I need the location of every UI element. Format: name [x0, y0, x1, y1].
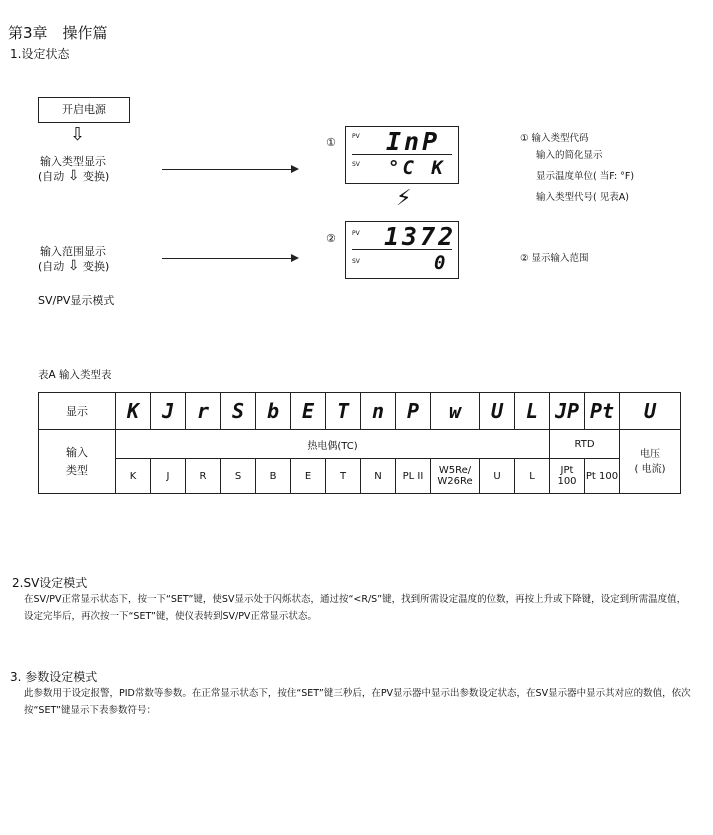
circle-1: ①: [326, 136, 336, 149]
divider: [352, 154, 452, 155]
seg-cell: w: [431, 393, 480, 430]
sv-label: SV: [352, 161, 360, 168]
sv-value: °C K: [388, 157, 446, 179]
seg-cell: K: [116, 393, 151, 430]
section-1-title: 1.设定状态: [10, 47, 70, 61]
lightning-arrow-icon: ⚡: [396, 186, 412, 211]
pv-value: 1372: [384, 222, 457, 251]
lcd-display-1: [345, 126, 459, 184]
type-cell: E: [291, 459, 326, 494]
sv-value: 0: [434, 252, 449, 274]
tc-group-header: 热电偶(TC): [116, 430, 550, 459]
section-3-text: 此参数用于设定报警，PID常数等参数。在正常显示状态下，按住“SET”键三秒后，在PV显示器中显示出参数设定状态，在SV显示器中显示其对应的数值，依次按“SET”键显示下表参数符号：: [24, 688, 691, 716]
display-label: 显示: [39, 393, 116, 430]
chapter-title: 第3章 操作篇: [8, 24, 108, 42]
rtd-group-header: RTD: [550, 430, 620, 459]
pv-value: InP: [386, 127, 441, 156]
circle-2: ②: [326, 232, 336, 245]
seg-cell: P: [396, 393, 431, 430]
type-cell: B: [256, 459, 291, 494]
section-3-title: 3. 参数设定模式: [10, 670, 98, 684]
input-type-table: [38, 392, 681, 494]
down-arrow-icon: ⇩: [67, 258, 80, 274]
divider: [352, 249, 452, 250]
table-title: 表A 输入类型表: [38, 369, 112, 381]
lcd-display-2: [345, 221, 459, 279]
switch-text: 变换): [83, 260, 110, 273]
type-cell: U: [480, 459, 515, 494]
type-cell: PL II: [396, 459, 431, 494]
input-type-label: [39, 430, 116, 494]
type-cell: N: [361, 459, 396, 494]
auto-text: (自动: [38, 260, 65, 273]
seg-cell: L: [515, 393, 550, 430]
notes-1: [520, 128, 634, 208]
sv-pv-mode-label: SV/PV显示模式: [38, 294, 115, 307]
switch-text: 变换): [83, 170, 110, 183]
seg-cell: E: [291, 393, 326, 430]
arrow-to-display-2: [162, 258, 297, 259]
note-line: 输入类型代号( 见表A): [536, 192, 629, 203]
arrow-to-display-1: [162, 169, 297, 170]
section-2-title: 2.SV设定模式: [12, 576, 88, 590]
sv-label: SV: [352, 258, 360, 265]
display-row: [39, 393, 681, 430]
power-on-box: 开启电源: [38, 97, 130, 123]
type-cell: K: [116, 459, 151, 494]
auto-switch-label: [38, 168, 109, 185]
type-cell: R: [186, 459, 221, 494]
type-cell: W5Re/ W26Re: [431, 459, 480, 494]
seg-cell: Pt: [585, 393, 620, 430]
seg-cell: r: [186, 393, 221, 430]
seg-cell: U: [620, 393, 681, 430]
pv-label: PV: [352, 230, 360, 237]
seg-cell: b: [256, 393, 291, 430]
voltage-header: [620, 430, 681, 494]
type-cell: L: [515, 459, 550, 494]
seg-cell: n: [361, 393, 396, 430]
type-cell: Pt 100: [585, 459, 620, 494]
notes-2: ② 显示输入范围: [520, 253, 589, 264]
down-arrow-icon: ⇩: [67, 168, 80, 184]
seg-cell: T: [326, 393, 361, 430]
auto-text: (自动: [38, 170, 65, 183]
voltage-line: 电压: [640, 448, 660, 460]
section-2-text: 在SV/PV正常显示状态下，按一下“SET”键，使SV显示处于闪烁状态，通过按“<R/S”键，找到所需设定温度的位数，再按上升或下降键，设定到所需温度值，设定完毕后，再次按一下“SET”键，使仪表转到SV/PV正常显示状态。: [24, 594, 687, 622]
note-line: ① 输入类型代码: [520, 133, 589, 144]
type-cell: JPt 100: [550, 459, 585, 494]
type-cell: T: [326, 459, 361, 494]
type-cell: J: [151, 459, 186, 494]
type-row: [39, 459, 681, 494]
auto-switch-label-2: [38, 258, 109, 275]
input-range-display-label: 输入范围显示: [40, 245, 106, 258]
seg-cell: J: [151, 393, 186, 430]
seg-cell: U: [480, 393, 515, 430]
type-cell: S: [221, 459, 256, 494]
input-label-line: 输入: [66, 445, 88, 459]
seg-cell: S: [221, 393, 256, 430]
pv-label: PV: [352, 133, 360, 140]
note-line: 显示温度单位( 当F: °F): [536, 171, 635, 182]
note-line: 输入的简化显示: [536, 150, 603, 161]
seg-cell: JP: [550, 393, 585, 430]
down-arrow-icon: ⇩: [70, 124, 86, 145]
current-line: ( 电流): [634, 463, 666, 475]
type-label-line: 类型: [66, 463, 88, 477]
input-type-display-label: 输入类型显示: [40, 155, 106, 168]
group-row: [39, 430, 681, 459]
